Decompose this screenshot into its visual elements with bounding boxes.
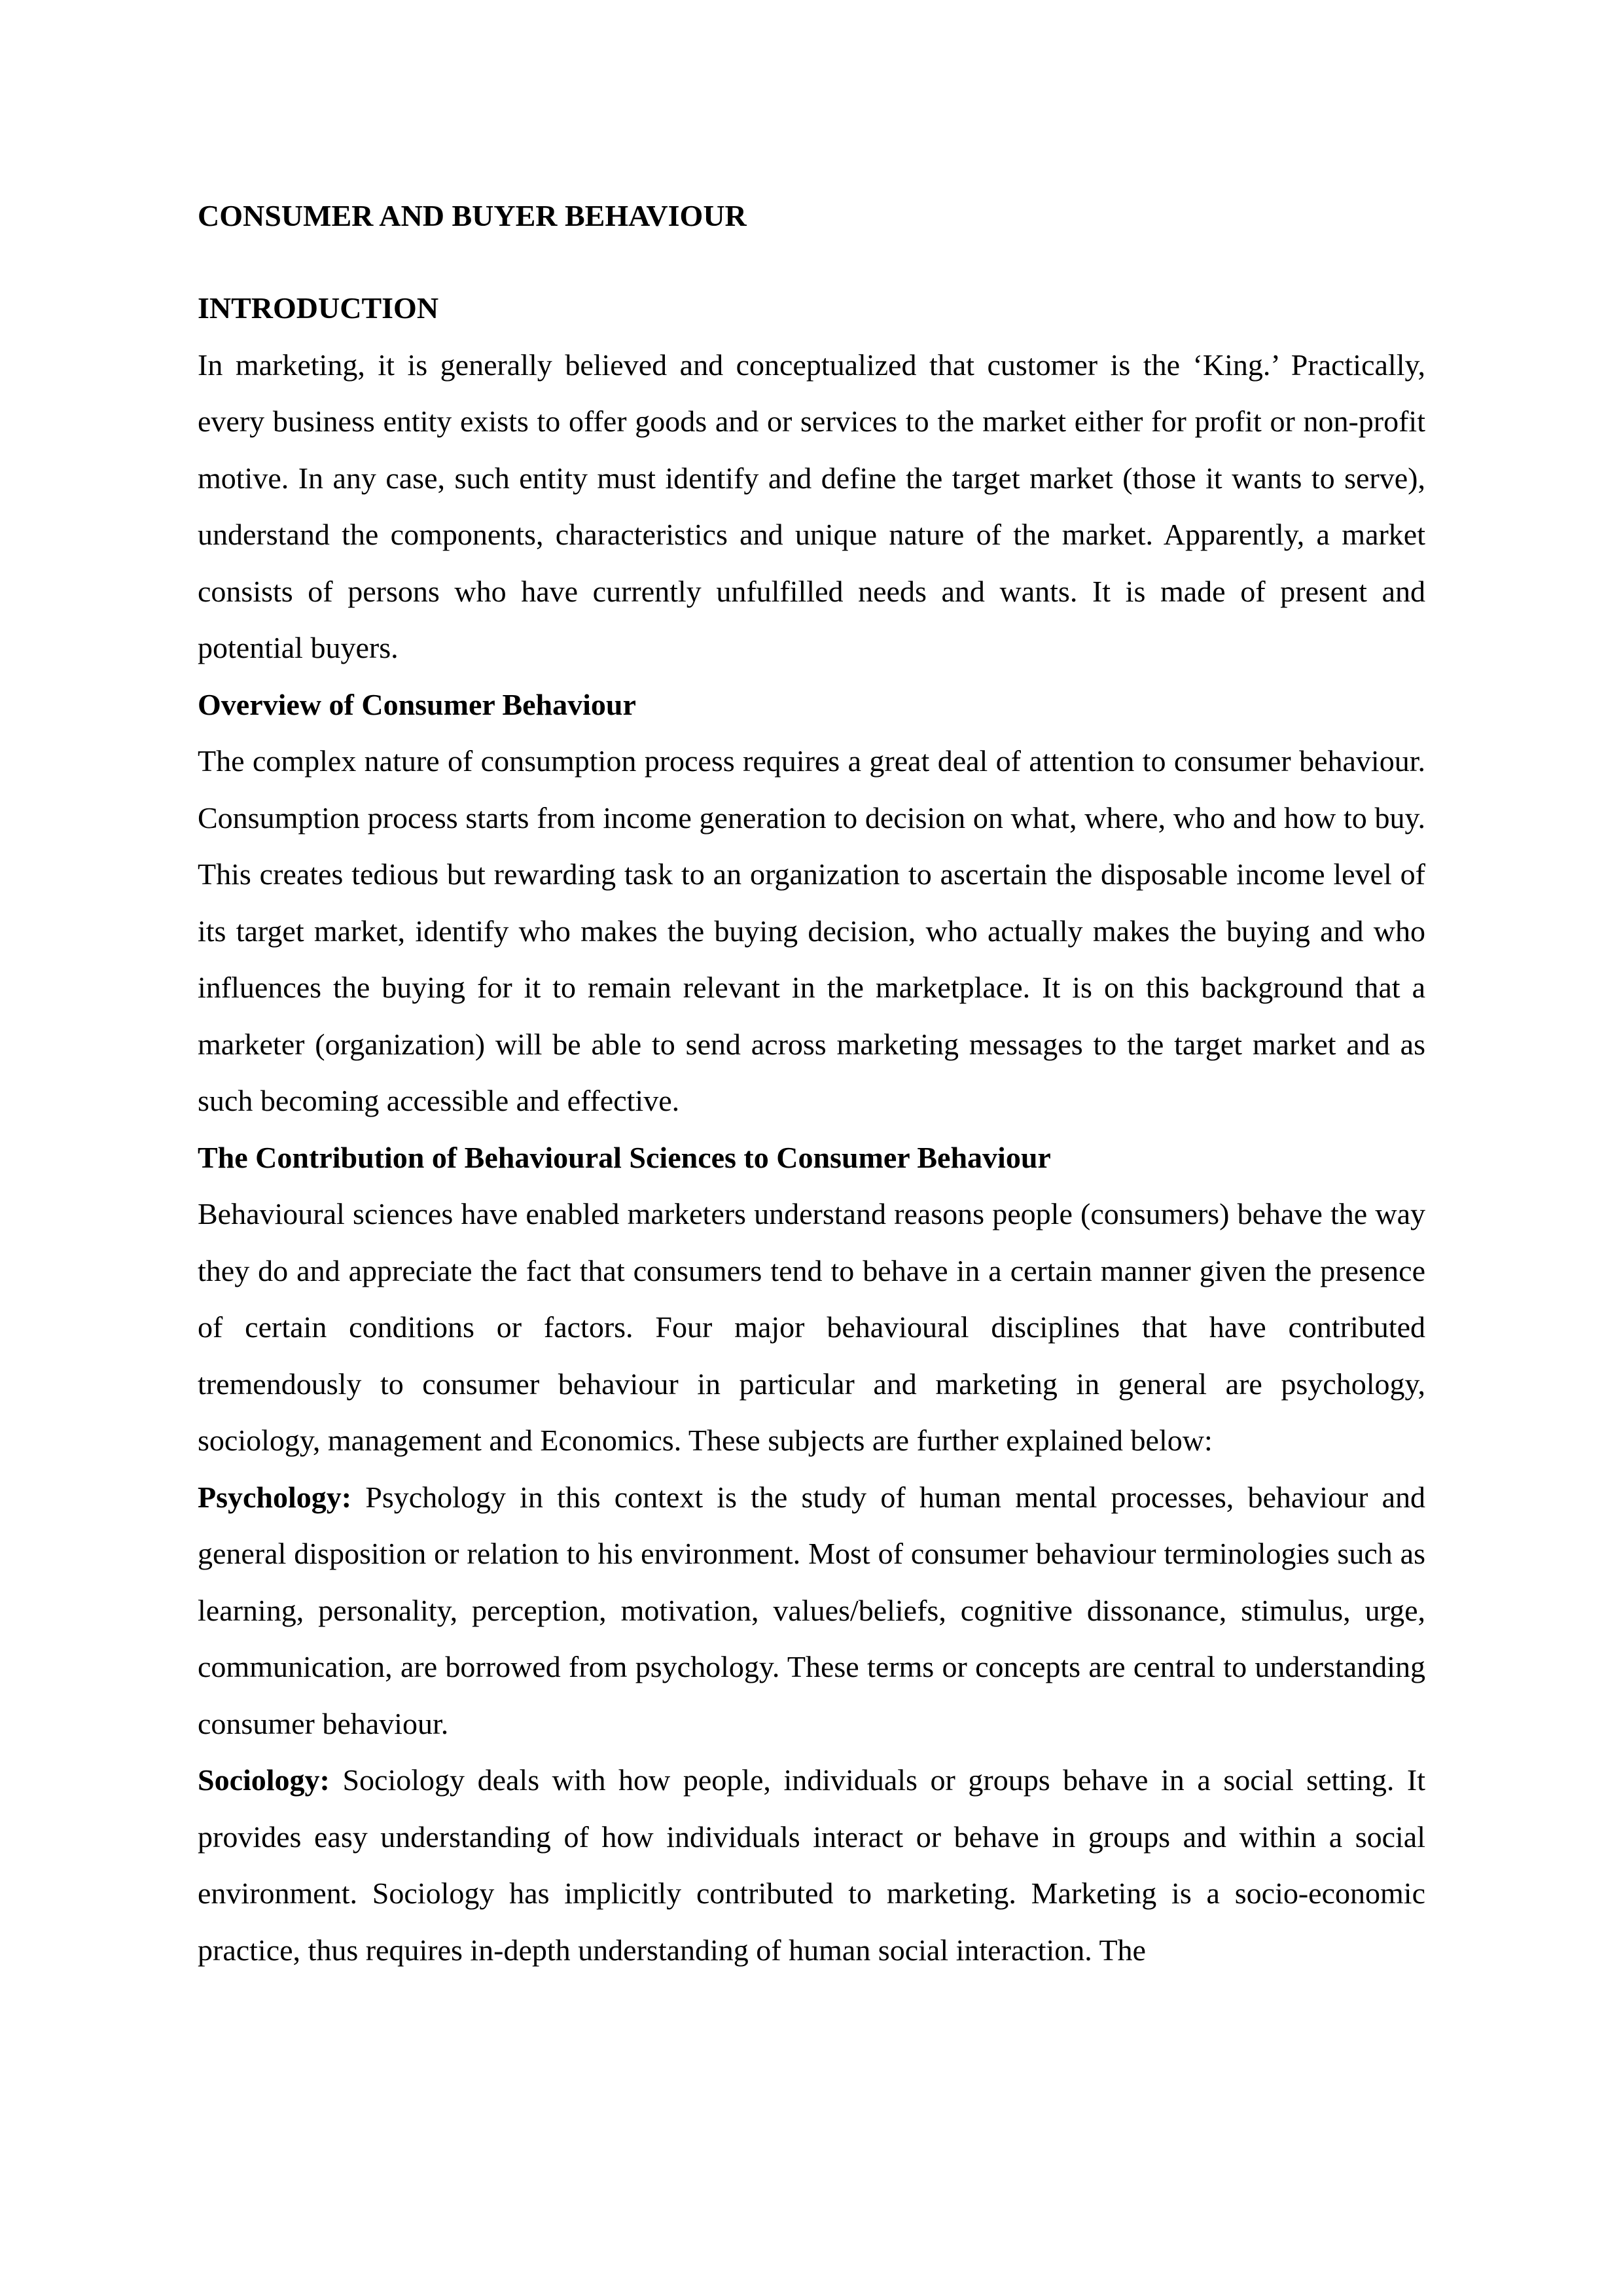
section-heading-introduction: INTRODUCTION (198, 291, 439, 325)
sociology-text: Sociology deals with how people, individuals or groups behave in a social setting. It provides easy understanding of how individuals interact or behave in groups and within a social environment. Sociology has implicitly contributed to marketing. Marketing is a socio-economic practice, thus requires in-depth understanding of human social interaction. The (198, 1763, 1426, 1967)
paragraph-overview: The complex nature of consumption process requires a great deal of attention to consumer behaviour. Consumption process starts from income generation to decision on what, where, who and how to buy. This creates tedious but rewarding task to an organization to ascertain the disposable income level of its target market, identify who makes the buying decision, who actually makes the buying and who influences the buying for it to remain relevant in the marketplace. It is on this background that a marketer (organization) will be able to send across marketing messages to the target market and as such becoming accessible and effective. (198, 744, 1425, 1117)
paragraph-psychology (198, 1469, 1425, 1753)
paragraph-behavioural-sciences: Behavioural sciences have enabled marketers understand reasons people (consumers) behave the way they do and appreciate the fact that consumers tend to behave in a certain manner given the presence of certain conditions or factors. Four major behavioural disciplines that have contributed tremendously to consumer behaviour in particular and marketing in general are psychology, sociology, management and Economics. These subjects are further explained below: (198, 1197, 1425, 1457)
paragraph-introduction: In marketing, it is generally believed and conceptualized that customer is the ‘King.’ Practically, every business entity exists to offer goods and or services to the market either for profit or non-profit motive. In any case, such entity must identify and define the target market (those it wants to serve), understand the components, characteristics and unique nature of the market. Apparently, a market consists of persons who have currently unfulfilled needs and wants. It is made of present and potential buyers. (198, 348, 1425, 664)
paragraph-sociology (198, 1752, 1425, 1979)
sociology-lead: Sociology: (198, 1763, 330, 1797)
psychology-text: Psychology in this context is the study of human mental processes, behaviour and general disposition or relation to his environment. Most of consumer behaviour terminologies such as learning, personality, perception, motivation, values/beliefs, cognitive dissonance, stimulus, urge, communication, are borrowed from psychology. These terms or concepts are central to understanding consumer behaviour. (198, 1480, 1425, 1740)
document-body (198, 280, 1425, 1979)
document-title: CONSUMER AND BUYER BEHAVIOUR (198, 199, 747, 232)
section-heading-behavioural-sciences: The Contribution of Behavioural Sciences to Consumer Behaviour (198, 1140, 1051, 1174)
psychology-lead: Psychology: (198, 1480, 352, 1514)
section-heading-overview: Overview of Consumer Behaviour (198, 687, 636, 721)
